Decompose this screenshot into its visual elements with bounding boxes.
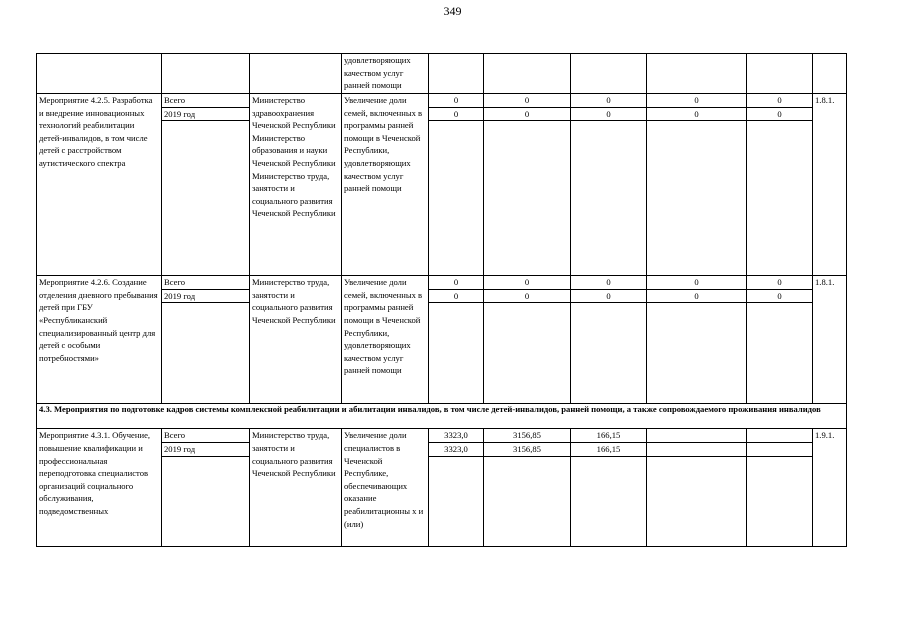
value-cell: 0 [747, 289, 813, 303]
total-label: Всего [162, 94, 250, 108]
value-cell: 0 [484, 289, 571, 303]
executor-cell: Министерство труда, занятости и социального развития Чеченской Республики [250, 429, 342, 546]
page-number: 349 [443, 4, 462, 18]
value-cell: 0 [647, 107, 747, 121]
value-cell: 3323,0 [429, 429, 484, 443]
total-label: Всего [162, 429, 250, 443]
event-cell: Мероприятие 4.2.6. Создание отделения дневного пребывания детей при ГБУ «Республиканский специализированный центр для детей с особыми потребностями» [37, 276, 162, 404]
result-cell: Увеличение доли семей, включенных в программы ранней помощи в Чеченской Республики, удовлетворяющих качеством услуг ранней помощи [342, 276, 429, 404]
value-cell: 0 [429, 276, 484, 290]
table-row [37, 276, 847, 290]
value-cell: 0 [747, 276, 813, 290]
event-cell: Мероприятие 4.2.5. Разработка и внедрение инновационных технологий реабилитации детей-инвалидов, в том числе детей с расстройством аутистического спектра [37, 94, 162, 276]
table-row [37, 54, 847, 94]
value-cell: 0 [429, 94, 484, 108]
indicator-cell: 1.9.1. [813, 429, 847, 546]
value-cell: 3156,85 [484, 442, 571, 456]
value-cell: 0 [571, 94, 647, 108]
year-label: 2019 год [162, 442, 250, 456]
value-cell: 166,15 [571, 442, 647, 456]
section-heading: 4.3. Мероприятия по подготовке кадров системы комплексной реабилитации и абилитации инвалидов, в том числе детей-инвалидов, ранней помощи, а также сопровождаемого проживания инвалидов [37, 404, 847, 429]
table-row [37, 429, 847, 443]
value-cell: 0 [429, 289, 484, 303]
section-row [37, 404, 847, 429]
executor-cell: Министерство труда, занятости и социального развития Чеченской Республики [250, 276, 342, 404]
value-cell [747, 442, 813, 456]
indicator-cell: 1.8.1. [813, 276, 847, 404]
value-cell [647, 429, 747, 443]
value-cell: 0 [647, 276, 747, 290]
result-cell: Увеличение доли семей, включенных в программы ранней помощи в Чеченской Республики, удовлетворяющих качеством услуг ранней помощи [342, 94, 429, 276]
value-cell [647, 442, 747, 456]
executor-cell: Министерство здравоохранения Чеченской Республики Министерство образования и науки Чеченской Республики Министерство труда, занятости и социального развития Чеченской Республики [250, 94, 342, 276]
value-cell: 0 [647, 289, 747, 303]
value-cell [747, 429, 813, 443]
value-cell: 0 [484, 276, 571, 290]
value-cell: 0 [484, 94, 571, 108]
value-cell: 0 [647, 94, 747, 108]
table-row [37, 94, 847, 108]
year-label: 2019 год [162, 289, 250, 303]
event-cell: Мероприятие 4.3.1. Обучение, повышение квалификации и профессиональная переподготовка специалистов организаций социального обслуживания, подведомственных [37, 429, 162, 546]
value-cell: 0 [571, 107, 647, 121]
result-cell: Увеличение доли специалистов в Чеченской Республике, обеспечивающих оказание реабилитационны х и (или) [342, 429, 429, 546]
value-cell: 0 [747, 107, 813, 121]
value-cell: 0 [484, 107, 571, 121]
value-cell: 0 [747, 94, 813, 108]
total-label: Всего [162, 276, 250, 290]
indicator-cell: 1.8.1. [813, 94, 847, 276]
program-table [36, 53, 847, 547]
value-cell: 0 [429, 107, 484, 121]
value-cell: 3156,85 [484, 429, 571, 443]
result-cell: удовлетворяющих качеством услуг ранней помощи [342, 54, 429, 94]
value-cell: 166,15 [571, 429, 647, 443]
value-cell: 3323,0 [429, 442, 484, 456]
value-cell: 0 [571, 289, 647, 303]
value-cell: 0 [571, 276, 647, 290]
year-label: 2019 год [162, 107, 250, 121]
